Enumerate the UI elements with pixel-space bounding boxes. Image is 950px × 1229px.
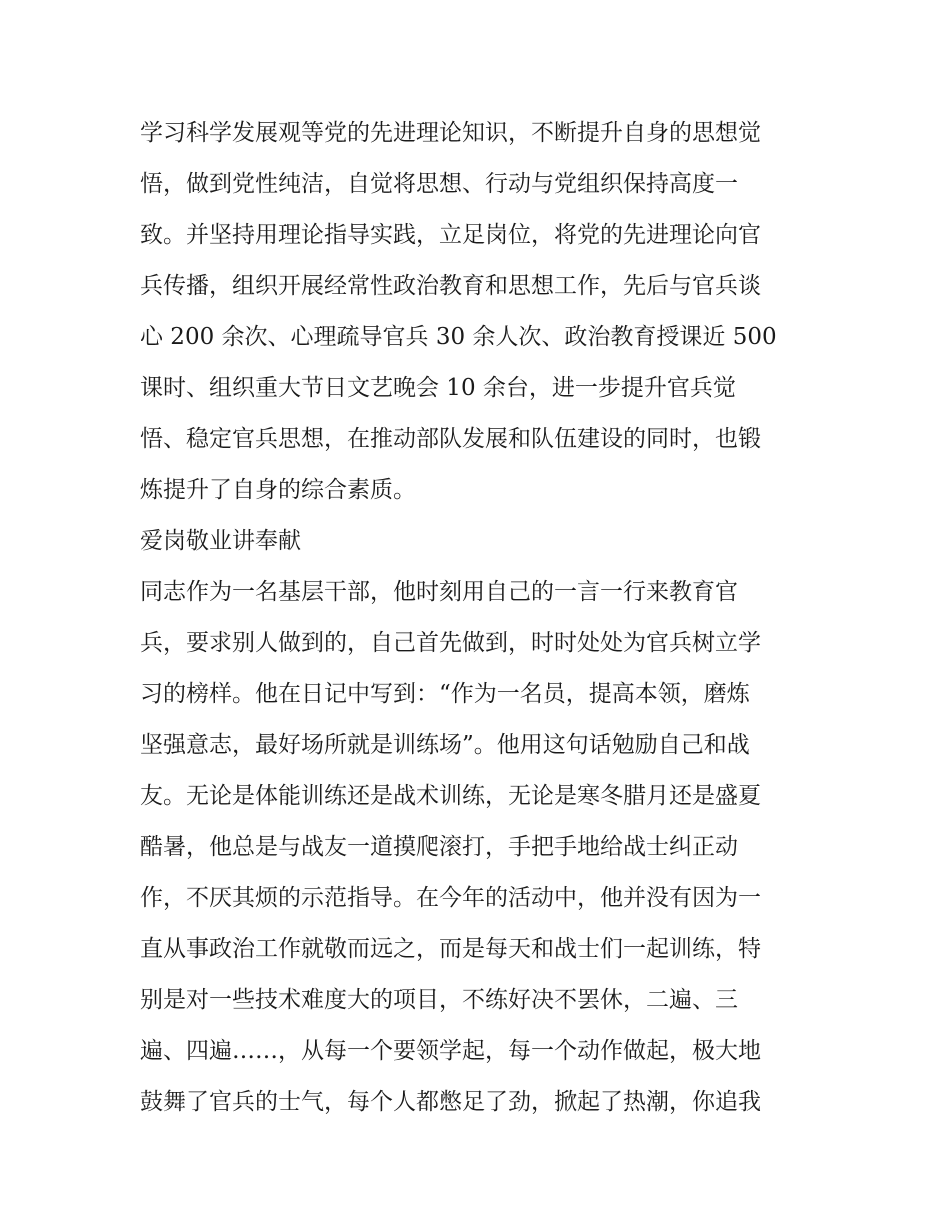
section-heading: 爱岗敬业讲奉献: [140, 528, 301, 554]
text-line: 兵传播，组织开展经常性政治教育和思想工作，先后与官兵谈: [140, 273, 761, 299]
text-line: 遍、四遍……，从每一个要领学起，每一个动作做起，极大地: [140, 1038, 761, 1064]
text-line: 炼提升了自身的综合素质。: [140, 477, 416, 503]
text-line: 致。并坚持用理论指导实践，立足岗位，将党的先进理论向官: [140, 222, 761, 248]
text-line: 悟，做到党性纯洁，自觉将思想、行动与党组织保持高度一: [140, 171, 738, 197]
text-line: 学习科学发展观等党的先进理论知识，不断提升自身的思想觉: [140, 120, 761, 146]
text-line: 鼓舞了官兵的士气，每个人都憋足了劲，掀起了热潮，你追我: [140, 1089, 761, 1115]
text-line: 坚强意志，最好场所就是训练场”。他用这句话勉励自己和战: [140, 732, 750, 758]
text-line: 心 200 余次、心理疏导官兵 30 余人次、政治教育授课近 500: [140, 324, 777, 350]
document-body: [140, 108, 820, 1128]
text-line: 酷暑，他总是与战友一道摸爬滚打，手把手地给战士纠正动: [140, 834, 738, 860]
text-line: 作，不厌其烦的示范指导。在今年的活动中，他并没有因为一: [140, 885, 761, 911]
text-line: 友。无论是体能训练还是战术训练，无论是寒冬腊月还是盛夏: [140, 783, 761, 809]
text-line: 兵，要求别人做到的，自己首先做到，时时处处为官兵树立学: [140, 630, 761, 656]
text-line: 课时、组织重大节日文艺晚会 10 余台，进一步提升官兵觉: [140, 375, 736, 401]
text-line: 悟、稳定官兵思想，在推动部队发展和队伍建设的同时，也锻: [140, 426, 761, 452]
text-line: 别是对一些技术难度大的项目，不练好决不罢休，二遍、三: [140, 987, 738, 1013]
text-line: 直从事政治工作就敬而远之，而是每天和战士们一起训练，特: [140, 936, 761, 962]
text-line: 同志作为一名基层干部，他时刻用自己的一言一行来教育官: [140, 579, 738, 605]
text-line: 习的榜样。他在日记中写到：“作为一名员，提高本领，磨炼: [140, 681, 750, 707]
